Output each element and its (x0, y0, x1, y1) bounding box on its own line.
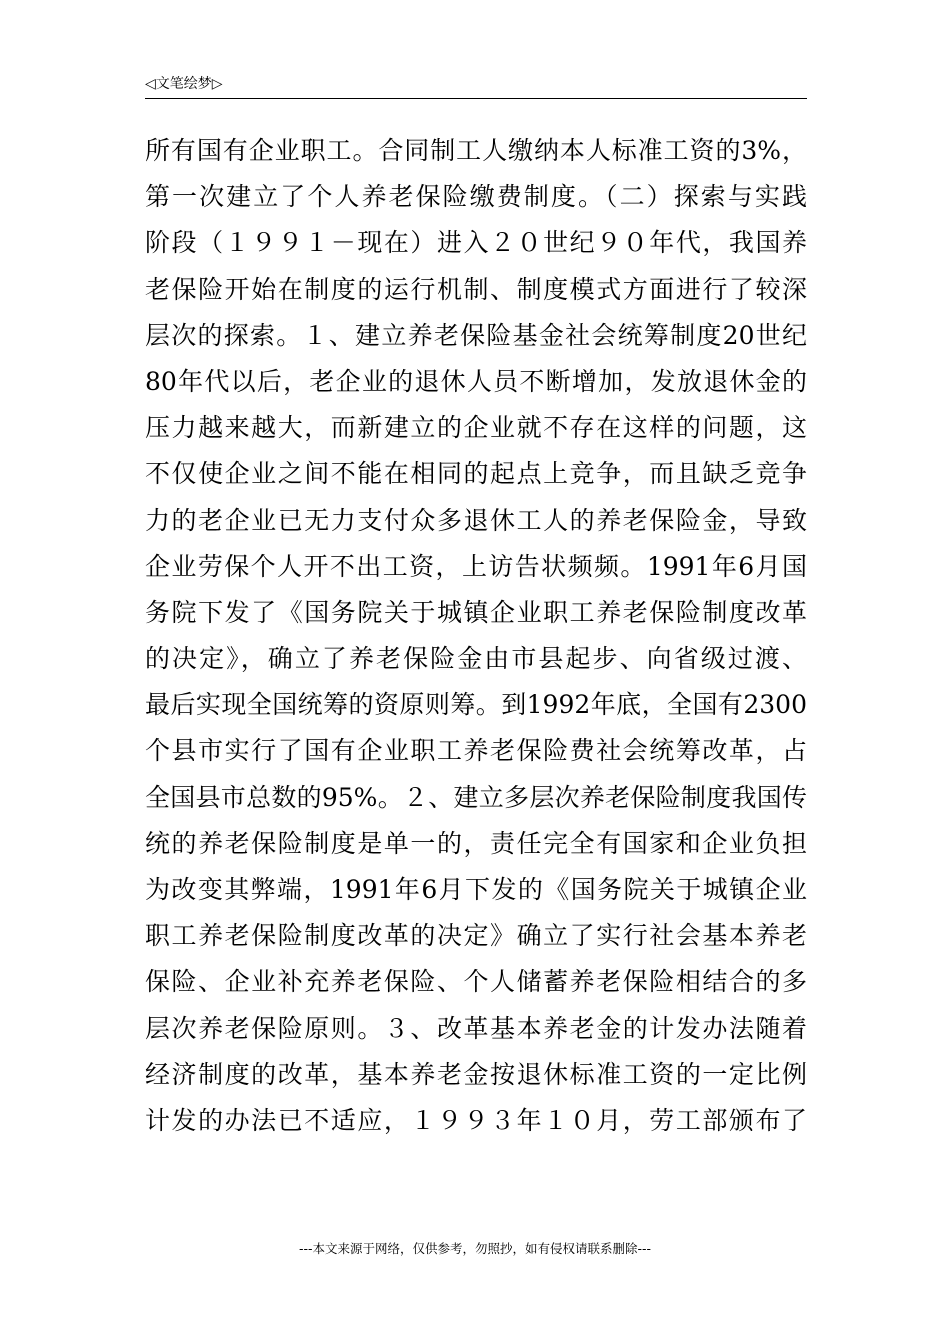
text-line: 经济制度的改革，基本养老金按退休标准工资的一定比例 (145, 1059, 807, 1089)
text-line: 层次养老保险原则。３、改革基本养老金的计发办法随着 (145, 1013, 807, 1043)
text-line: 80年代以后，老企业的退休人员不断增加，发放退休金的 (145, 366, 807, 396)
footer-disclaimer: ---本文来源于网络，仅供参考，勿照抄，如有侵权请联系删除--- (298, 1241, 652, 1256)
text-line: 不仅使企业之间不能在相同的起点上竞争，而且缺乏竞争 (145, 459, 807, 489)
text-line: 层次的探索。１、建立养老保险基金社会统筹制度20世纪 (145, 320, 807, 350)
text-line: 力的老企业已无力支付众多退休工人的养老保险金，导致 (145, 505, 807, 535)
text-line: 的决定》，确立了养老保险金由市县起步、向省级过渡、 (145, 644, 807, 674)
text-line: 企业劳保个人开不出工资，上访告状频频。1991年6月国 (145, 551, 807, 581)
text-line: 保险、企业补充养老保险、个人储蓄养老保险相结合的多 (145, 967, 807, 997)
text-line: 阶段（１９９１－现在）进入２０世纪９０年代，我国养 (145, 228, 807, 258)
text-line: 个县市实行了国有企业职工养老保险费社会统筹改革，占 (145, 736, 807, 766)
text-line: 职工养老保险制度改革的决定》确立了实行社会基本养老 (145, 921, 807, 951)
text-line: 计发的办法已不适应，１９９３年１０月，劳工部颁布了 (145, 1105, 807, 1135)
text-line: 统的养老保险制度是单一的，责任完全有国家和企业负担 (145, 828, 807, 858)
text-line: 第一次建立了个人养老保险缴费制度。（二）探索与实践 (145, 182, 807, 212)
text-line: 为改变其弊端，1991年6月下发的《国务院关于城镇企业 (145, 875, 807, 904)
text-line: 所有国有企业职工。合同制工人缴纳本人标准工资的3%， (145, 136, 807, 165)
text-line: 老保险开始在制度的运行机制、制度模式方面进行了较深 (145, 274, 807, 304)
header-title: ◁文笔绘梦▷ (145, 76, 223, 92)
text-line: 最后实现全国统筹的资原则筹。到1992年底，全国有2300 (145, 690, 807, 720)
text-line: 全国县市总数的95%。２、建立多层次养老保险制度我国传 (145, 782, 807, 812)
body-text (145, 128, 807, 1144)
text-line: 务院下发了《国务院关于城镇企业职工养老保险制度改革 (145, 597, 807, 627)
page-header (145, 74, 807, 99)
text-line: 压力越来越大，而新建立的企业就不存在这样的问题，这 (145, 413, 807, 443)
